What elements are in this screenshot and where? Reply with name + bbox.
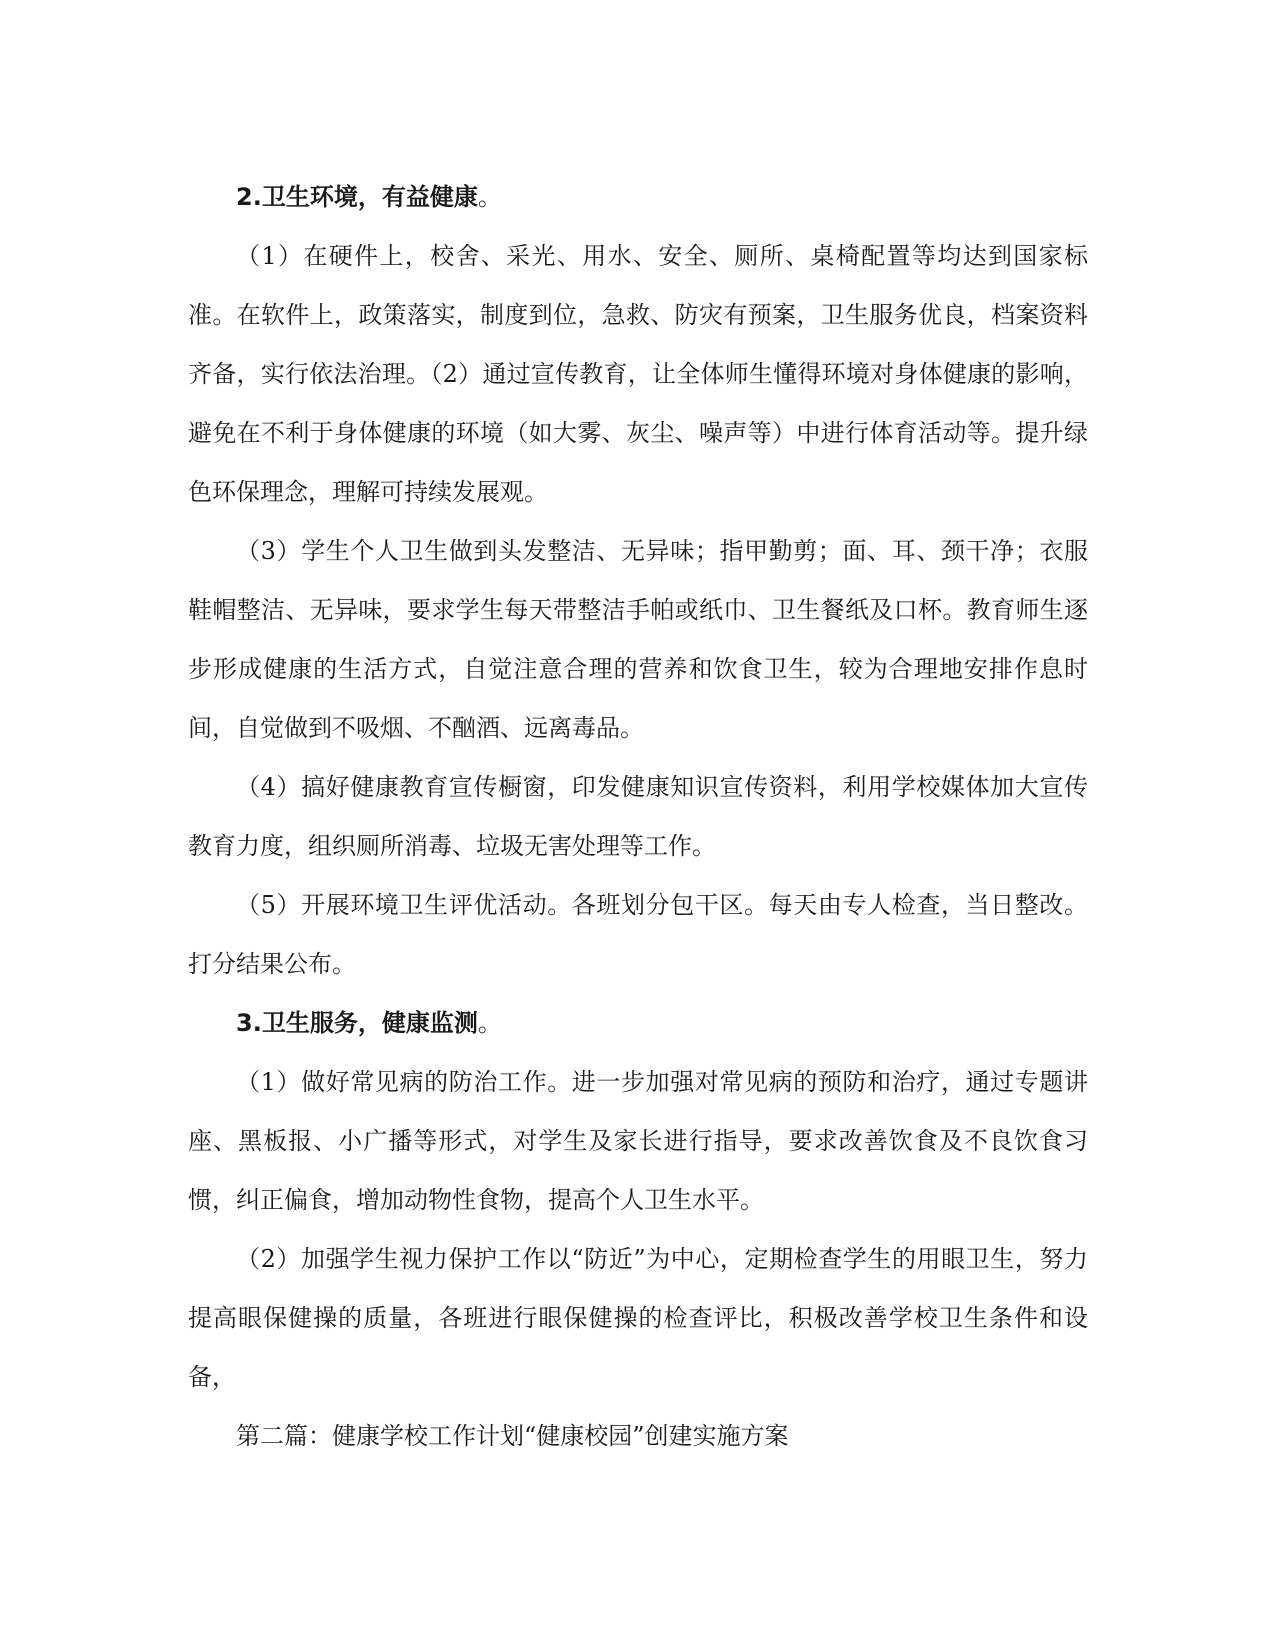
section-3-title: 3.卫生服务，健康监测 — [236, 1009, 478, 1037]
section-3-heading — [188, 994, 1088, 1053]
section-2-title: 2.卫生环境，有益健康 — [236, 183, 478, 211]
section-2-heading — [188, 168, 1088, 227]
section-3-title-period: 。 — [477, 1009, 502, 1037]
section-3-paragraph-1: （1）做好常见病的防治工作。进一步加强对常见病的预防和治疗，通过专题讲座、黑板报、小广播等形式，对学生及家长进行指导，要求改善饮食及不良饮食习惯，纠正偏食，增加动物性食物，提高个人卫生水平。 — [188, 1068, 1088, 1214]
section-2-paragraph-2: （3）学生个人卫生做到头发整洁、无异味；指甲勤剪；面、耳、颈干净；衣服鞋帽整洁、无异味，要求学生每天带整洁手帕或纸巾、卫生餐纸及口杯。教育师生逐步形成健康的生活方式，自觉注意合理的营养和饮食卫生，较为合理地安排作息时间，自觉做到不吸烟、不酗酒、远离毒品。 — [188, 537, 1088, 742]
section-2-paragraph-4: （5）开展环境卫生评优活动。各班划分包干区。每天由专人检查，当日整改。打分结果公布。 — [188, 891, 1088, 978]
document-body — [188, 168, 1088, 1466]
section-2-paragraph-1: （1）在硬件上，校舍、采光、用水、安全、厕所、桌椅配置等均达到国家标准。在软件上，政策落实，制度到位，急救、防灾有预案，卫生服务优良，档案资料齐备，实行依法治理。（2）通过宣传教育，让全体师生懂得环境对身体健康的影响，避免在不利于身体健康的环境（如大雾、灰尘、噪声等）中进行体育活动等。提升绿色环保理念，理解可持续发展观。 — [188, 242, 1088, 506]
section-2-paragraph-3: （4）搞好健康教育宣传橱窗，印发健康知识宣传资料，利用学校媒体加大宣传教育力度，组织厕所消毒、垃圾无害处理等工作。 — [188, 773, 1088, 860]
next-article-title: 第二篇：健康学校工作计划“健康校园”创建实施方案 — [236, 1422, 789, 1450]
section-2-title-period: 。 — [477, 183, 502, 211]
section-3-paragraph-2: （2）加强学生视力保护工作以“防近”为中心，定期检查学生的用眼卫生，努力提高眼保健操的质量，各班进行眼保健操的检查评比，积极改善学校卫生条件和设备， — [188, 1245, 1088, 1391]
